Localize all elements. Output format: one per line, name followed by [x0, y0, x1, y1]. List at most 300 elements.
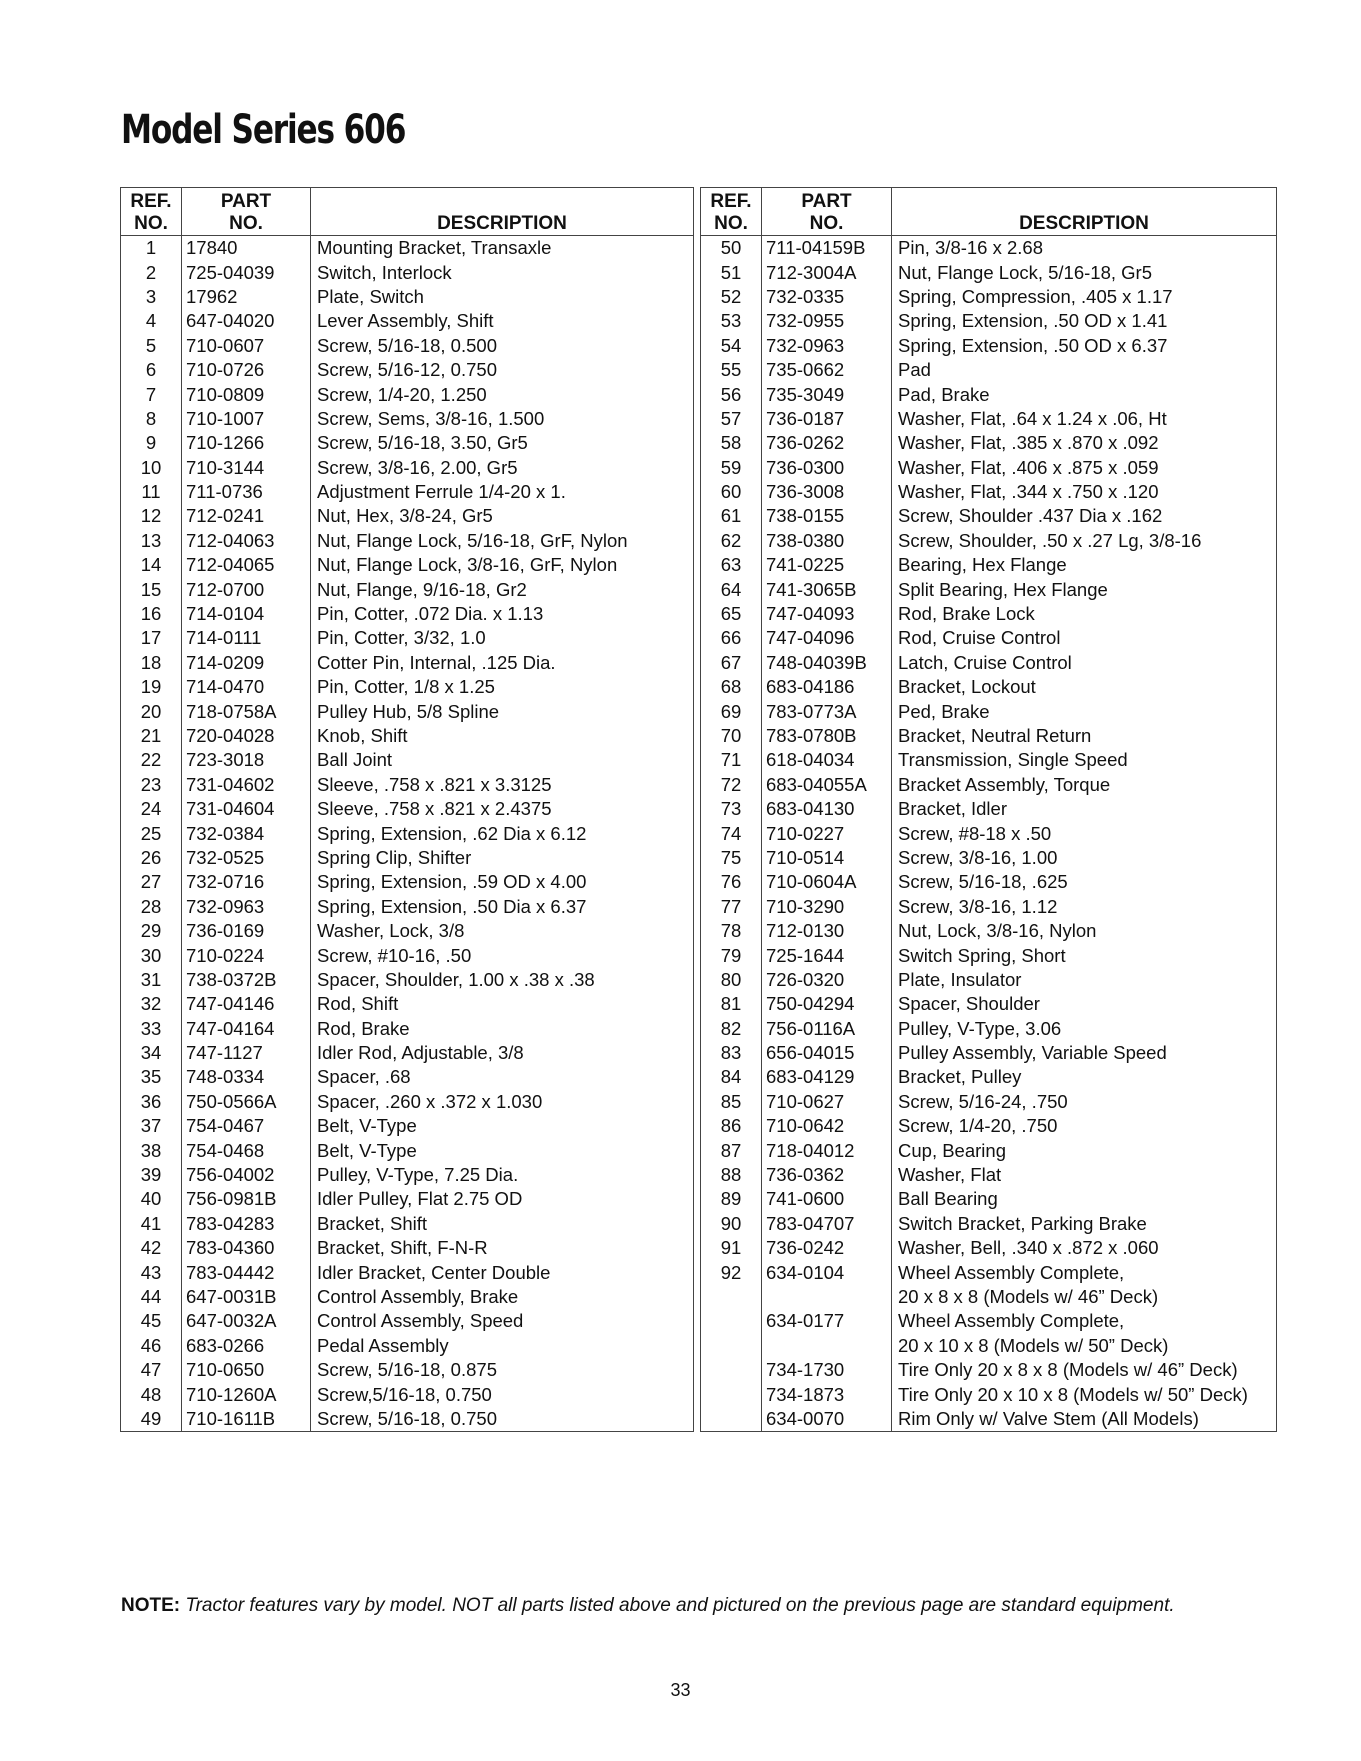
description-cell: Control Assembly, Brake [317, 1285, 519, 1307]
description-cell: Screw, Shoulder .437 Dia x .162 [898, 505, 1163, 527]
description-cell: Screw, 1/4-20, 1.250 [317, 383, 487, 405]
table-row [701, 748, 1277, 772]
description-cell: Screw, 3/8-16, 2.00, Gr5 [317, 456, 518, 478]
description-cell: Screw, #8-18 x .50 [898, 822, 1052, 844]
table-row [701, 821, 1277, 845]
ref-no-cell: 5 [121, 334, 182, 358]
part-no-cell: 731-04604 [182, 797, 311, 821]
part-no-cell: 683-0266 [182, 1334, 311, 1358]
description-cell: Bracket Assembly, Torque [898, 773, 1111, 795]
part-no-cell: 714-0111 [182, 626, 311, 650]
description-cell: Belt, V-Type [317, 1115, 417, 1137]
part-no-cell: 756-04002 [182, 1163, 311, 1187]
description-cell: Nut, Flange Lock, 5/16-18, GrF, Nylon [317, 529, 628, 551]
part-no-cell: 656-04015 [762, 1041, 892, 1065]
ref-no-cell: 77 [701, 895, 762, 919]
description-cell: Pulley, V-Type, 3.06 [898, 1017, 1062, 1039]
description-cell: Screw, #10-16, .50 [317, 944, 472, 966]
description-cell: Screw, 1/4-20, .750 [898, 1115, 1058, 1137]
part-no-header: PART NO. [762, 188, 892, 236]
table-row [701, 699, 1277, 723]
part-no-cell: 736-0242 [762, 1236, 892, 1260]
part-no-cell: 756-0981B [182, 1187, 311, 1211]
ref-no-cell: 87 [701, 1138, 762, 1162]
description-cell: Screw, 3/8-16, 1.12 [898, 895, 1058, 917]
ref-no-cell: 72 [701, 773, 762, 797]
table-row [701, 1407, 1277, 1432]
description-cell: Switch Bracket, Parking Brake [898, 1212, 1147, 1234]
description-cell: Spacer, .68 [317, 1066, 411, 1088]
description-cell: Rod, Brake [317, 1017, 410, 1039]
description-cell: Transmission, Single Speed [898, 749, 1128, 771]
description-cell: Screw, 3/8-16, 1.00 [898, 846, 1058, 868]
table-row [701, 943, 1277, 967]
ref-no-cell: 73 [701, 797, 762, 821]
ref-no-cell: 12 [121, 504, 182, 528]
ref-no-cell: 18 [121, 651, 182, 675]
table-row [701, 626, 1277, 650]
part-no-cell: 714-0104 [182, 602, 311, 626]
description-header: DESCRIPTION [892, 188, 1277, 236]
part-no-cell: 17840 [182, 236, 311, 261]
table-row [121, 992, 694, 1016]
ref-no-cell: 2 [121, 260, 182, 284]
ref-no-cell: 3 [121, 285, 182, 309]
ref-no-cell: 81 [701, 992, 762, 1016]
part-no-cell: 711-04159B [762, 236, 892, 261]
part-no-cell: 720-04028 [182, 724, 311, 748]
description-cell: Screw, 5/16-18, 0.500 [317, 334, 497, 356]
table-row [121, 1090, 694, 1114]
description-cell: Spring, Extension, .62 Dia x 6.12 [317, 822, 587, 844]
part-no-cell: 783-04283 [182, 1212, 311, 1236]
parts-table-left [120, 187, 694, 1432]
description-cell: Switch Spring, Short [898, 944, 1066, 966]
part-no-cell: 710-1266 [182, 431, 311, 455]
ref-no-cell: 65 [701, 602, 762, 626]
description-cell: Nut, Lock, 3/8-16, Nylon [898, 920, 1097, 942]
table-row [701, 1138, 1277, 1162]
ref-no-cell: 33 [121, 1017, 182, 1041]
table-row [121, 358, 694, 382]
description-cell: Ball Bearing [898, 1188, 998, 1210]
part-no-cell: 738-0155 [762, 504, 892, 528]
part-no-cell: 783-0773A [762, 699, 892, 723]
description-cell: Split Bearing, Hex Flange [898, 578, 1108, 600]
description-cell: Control Assembly, Speed [317, 1310, 524, 1332]
description-cell: Sleeve, .758 x .821 x 3.3125 [317, 773, 552, 795]
ref-no-cell: 21 [121, 724, 182, 748]
part-no-cell: 738-0380 [762, 529, 892, 553]
description-cell: Adjustment Ferrule 1/4-20 x 1. [317, 481, 566, 503]
table-row [701, 529, 1277, 553]
ref-no-cell: 46 [121, 1334, 182, 1358]
part-no-cell: 734-1730 [762, 1358, 892, 1382]
part-no-cell: 732-0525 [182, 846, 311, 870]
ref-no-cell: 88 [701, 1163, 762, 1187]
part-no-cell: 714-0209 [182, 651, 311, 675]
part-no-cell: 634-0104 [762, 1260, 892, 1284]
ref-no-cell: 90 [701, 1212, 762, 1236]
table-row [121, 1309, 694, 1333]
table-row [121, 504, 694, 528]
table-row [701, 456, 1277, 480]
part-no-cell: 712-0700 [182, 577, 311, 601]
part-no-cell: 725-04039 [182, 260, 311, 284]
part-no-cell: 783-0780B [762, 724, 892, 748]
description-cell: Nut, Flange Lock, 3/8-16, GrF, Nylon [317, 554, 618, 576]
table-row [701, 1065, 1277, 1089]
description-cell: Spacer, .260 x .372 x 1.030 [317, 1090, 543, 1112]
ref-no-cell: 45 [121, 1309, 182, 1333]
description-cell: Spring, Extension, .59 OD x 4.00 [317, 871, 587, 893]
part-no-cell: 710-0224 [182, 943, 311, 967]
description-cell: Latch, Cruise Control [898, 651, 1072, 673]
table-row [121, 773, 694, 797]
part-no-cell: 712-0130 [762, 919, 892, 943]
ref-no-cell: 64 [701, 577, 762, 601]
part-no-header: PART NO. [182, 188, 311, 236]
ref-no-cell: 20 [121, 699, 182, 723]
table-row [121, 1236, 694, 1260]
description-cell: Tire Only 20 x 10 x 8 (Models w/ 50” Deck) [898, 1383, 1248, 1405]
ref-no-cell: 14 [121, 553, 182, 577]
description-cell: Bracket, Idler [898, 798, 1007, 820]
table-row [701, 1382, 1277, 1406]
part-no-cell: 741-0225 [762, 553, 892, 577]
ref-no-cell: 10 [121, 456, 182, 480]
ref-no-cell: 63 [701, 553, 762, 577]
description-cell: Screw, 5/16-24, .750 [898, 1090, 1068, 1112]
parts-table-right-body [701, 236, 1277, 1432]
description-cell: Idler Bracket, Center Double [317, 1261, 551, 1283]
ref-no-cell: 9 [121, 431, 182, 455]
description-cell: Washer, Flat, .385 x .870 x .092 [898, 432, 1159, 454]
part-no-cell: 736-0362 [762, 1163, 892, 1187]
description-cell: Pulley, V-Type, 7.25 Dia. [317, 1164, 519, 1186]
description-cell: Knob, Shift [317, 725, 408, 746]
table-row [121, 651, 694, 675]
parts-table-right [700, 187, 1277, 1432]
ref-no-cell [701, 1285, 762, 1309]
part-no-cell: 618-04034 [762, 748, 892, 772]
ref-no-cell: 57 [701, 407, 762, 431]
description-cell: Idler Rod, Adjustable, 3/8 [317, 1042, 524, 1064]
ref-no-cell [701, 1382, 762, 1406]
part-no-cell: 783-04442 [182, 1260, 311, 1284]
description-cell: Ped, Brake [898, 700, 990, 722]
ref-no-cell [701, 1334, 762, 1358]
description-cell: Pin, Cotter, 3/32, 1.0 [317, 627, 486, 649]
ref-no-cell: 86 [701, 1114, 762, 1138]
description-cell: Spring, Extension, .50 Dia x 6.37 [317, 895, 587, 917]
part-no-cell: 683-04130 [762, 797, 892, 821]
table-row [121, 797, 694, 821]
part-no-cell: 683-04186 [762, 675, 892, 699]
table-row [121, 626, 694, 650]
parts-table-left-body [121, 236, 694, 1432]
part-no-cell: 710-0650 [182, 1358, 311, 1382]
description-cell: Screw, 5/16-18, 0.750 [317, 1407, 497, 1429]
table-row [121, 870, 694, 894]
ref-no-cell: 75 [701, 846, 762, 870]
description-cell: Washer, Lock, 3/8 [317, 920, 465, 942]
table-row [701, 919, 1277, 943]
ref-no-cell: 55 [701, 358, 762, 382]
table-row [701, 431, 1277, 455]
description-cell: Rod, Brake Lock [898, 603, 1035, 625]
table-row [121, 382, 694, 406]
ref-no-cell: 68 [701, 675, 762, 699]
ref-no-cell: 1 [121, 236, 182, 261]
description-cell: Screw, Sems, 3/8-16, 1.500 [317, 407, 545, 429]
table-row [121, 577, 694, 601]
ref-no-cell: 11 [121, 480, 182, 504]
table-row [121, 821, 694, 845]
part-no-cell: 732-0335 [762, 285, 892, 309]
ref-no-cell: 56 [701, 382, 762, 406]
part-no-cell: 732-0716 [182, 870, 311, 894]
description-cell: Spacer, Shoulder, 1.00 x .38 x .38 [317, 968, 595, 990]
part-no-cell: 17962 [182, 285, 311, 309]
part-no-cell: 783-04707 [762, 1212, 892, 1236]
ref-no-cell: 7 [121, 382, 182, 406]
table-row [701, 1309, 1277, 1333]
part-no-cell: 714-0470 [182, 675, 311, 699]
part-no-cell: 741-0600 [762, 1187, 892, 1211]
table-row [121, 1358, 694, 1382]
ref-no-cell: 58 [701, 431, 762, 455]
ref-no-cell: 49 [121, 1407, 182, 1432]
table-row [121, 1065, 694, 1089]
ref-no-cell: 67 [701, 651, 762, 675]
part-no-cell: 783-04360 [182, 1236, 311, 1260]
part-no-cell: 647-04020 [182, 309, 311, 333]
table-row [701, 992, 1277, 1016]
ref-no-cell: 54 [701, 334, 762, 358]
ref-no-cell: 43 [121, 1260, 182, 1284]
description-cell: Rim Only w/ Valve Stem (All Models) [898, 1407, 1199, 1429]
description-cell: Belt, V-Type [317, 1139, 417, 1161]
description-cell: Sleeve, .758 x .821 x 2.4375 [317, 798, 552, 820]
part-no-cell: 741-3065B [762, 577, 892, 601]
ref-no-cell: 53 [701, 309, 762, 333]
part-no-cell: 683-04129 [762, 1065, 892, 1089]
part-no-cell: 738-0372B [182, 968, 311, 992]
table-row [701, 797, 1277, 821]
part-no-cell [762, 1285, 892, 1309]
table-row [121, 895, 694, 919]
table-row [701, 553, 1277, 577]
part-no-cell: 736-0187 [762, 407, 892, 431]
description-cell: Lever Assembly, Shift [317, 310, 494, 332]
table-row [121, 1187, 694, 1211]
description-cell: Cotter Pin, Internal, .125 Dia. [317, 651, 556, 673]
ref-no-cell: 35 [121, 1065, 182, 1089]
ref-no-cell: 79 [701, 943, 762, 967]
description-cell: Idler Pulley, Flat 2.75 OD [317, 1188, 523, 1210]
table-row [121, 480, 694, 504]
table-row [121, 1334, 694, 1358]
ref-no-cell [701, 1407, 762, 1432]
ref-no-cell: 80 [701, 968, 762, 992]
ref-no-cell: 60 [701, 480, 762, 504]
description-cell: Cup, Bearing [898, 1139, 1006, 1161]
table-row [121, 285, 694, 309]
description-cell: Bearing, Hex Flange [898, 554, 1067, 576]
part-no-cell: 754-0468 [182, 1138, 311, 1162]
table-row [121, 1382, 694, 1406]
ref-no-cell: 4 [121, 309, 182, 333]
description-cell: Spring, Extension, .50 OD x 1.41 [898, 310, 1168, 332]
table-row [121, 1260, 694, 1284]
part-no-cell: 710-0227 [762, 821, 892, 845]
note-label: NOTE: [121, 1595, 181, 1616]
ref-no-cell: 36 [121, 1090, 182, 1114]
ref-no-cell: 22 [121, 748, 182, 772]
ref-no-header: REF. NO. [701, 188, 762, 236]
part-no-cell: 710-0726 [182, 358, 311, 382]
ref-no-cell: 83 [701, 1041, 762, 1065]
table-row [701, 407, 1277, 431]
table-row [121, 675, 694, 699]
description-cell: Nut, Flange Lock, 5/16-18, Gr5 [898, 261, 1152, 283]
description-cell: Pulley Hub, 5/8 Spline [317, 700, 500, 722]
part-no-cell: 735-3049 [762, 382, 892, 406]
ref-no-cell: 59 [701, 456, 762, 480]
table-row [121, 1285, 694, 1309]
table-row [121, 1212, 694, 1236]
part-no-cell: 747-04146 [182, 992, 311, 1016]
part-no-cell: 736-0300 [762, 456, 892, 480]
table-row [121, 260, 694, 284]
description-cell: Pad [898, 359, 931, 381]
ref-no-cell: 37 [121, 1114, 182, 1138]
description-cell: Pedal Assembly [317, 1334, 449, 1356]
part-no-cell: 747-04096 [762, 626, 892, 650]
description-cell: Pin, 3/8-16 x 2.68 [898, 237, 1044, 259]
description-cell: Washer, Flat, .64 x 1.24 x .06, Ht [898, 407, 1167, 429]
table-row [701, 382, 1277, 406]
part-no-cell: 710-0642 [762, 1114, 892, 1138]
table-row [701, 1187, 1277, 1211]
description-cell: Switch, Interlock [317, 261, 452, 283]
ref-no-cell: 34 [121, 1041, 182, 1065]
ref-no-cell: 91 [701, 1236, 762, 1260]
part-no-cell: 710-0604A [762, 870, 892, 894]
part-no-cell: 732-0963 [182, 895, 311, 919]
table-row [701, 1358, 1277, 1382]
page-number: 33 [670, 1680, 691, 1700]
description-cell: Mounting Bracket, Transaxle [317, 237, 552, 259]
ref-no-cell: 89 [701, 1187, 762, 1211]
table-row [701, 1285, 1277, 1309]
description-cell: Tire Only 20 x 8 x 8 (Models w/ 46” Deck) [898, 1359, 1238, 1381]
ref-no-cell: 74 [701, 821, 762, 845]
description-cell: Bracket, Shift [317, 1212, 428, 1234]
table-row [121, 846, 694, 870]
ref-no-cell: 50 [701, 236, 762, 261]
description-cell: Screw, 5/16-12, 0.750 [317, 359, 497, 381]
table-row [121, 968, 694, 992]
table-row [701, 358, 1277, 382]
description-cell: Spacer, Shoulder [898, 993, 1040, 1015]
part-no-cell [762, 1334, 892, 1358]
table-row [121, 1163, 694, 1187]
table-row [701, 309, 1277, 333]
ref-no-cell: 76 [701, 870, 762, 894]
table-row [121, 456, 694, 480]
part-no-cell: 712-04065 [182, 553, 311, 577]
part-no-cell: 723-3018 [182, 748, 311, 772]
part-no-cell: 732-0384 [182, 821, 311, 845]
ref-no-cell: 24 [121, 797, 182, 821]
table-row [121, 529, 694, 553]
description-cell: Wheel Assembly Complete, [898, 1261, 1125, 1283]
ref-no-cell: 84 [701, 1065, 762, 1089]
ref-no-cell: 19 [121, 675, 182, 699]
table-row [701, 236, 1277, 261]
description-cell: Washer, Flat, .406 x .875 x .059 [898, 456, 1159, 478]
ref-no-cell: 16 [121, 602, 182, 626]
table-row [121, 431, 694, 455]
table-row [121, 1017, 694, 1041]
ref-no-cell: 71 [701, 748, 762, 772]
table-row [701, 651, 1277, 675]
ref-no-cell: 62 [701, 529, 762, 553]
note-text: Tractor features vary by model. NOT all parts listed above and pictured on the previous page are standard equipment. [185, 1595, 1175, 1616]
description-cell: Bracket, Neutral Return [898, 725, 1092, 746]
ref-no-cell: 48 [121, 1382, 182, 1406]
ref-no-cell: 39 [121, 1163, 182, 1187]
table-row [701, 675, 1277, 699]
table-row [701, 260, 1277, 284]
description-cell: Bracket, Shift, F-N-R [317, 1237, 488, 1259]
part-no-cell: 710-0809 [182, 382, 311, 406]
description-cell: Pin, Cotter, .072 Dia. x 1.13 [317, 603, 544, 625]
ref-no-cell: 42 [121, 1236, 182, 1260]
ref-no-cell: 23 [121, 773, 182, 797]
part-no-cell: 710-3144 [182, 456, 311, 480]
ref-no-cell: 31 [121, 968, 182, 992]
ref-no-cell: 61 [701, 504, 762, 528]
table-row [121, 1407, 694, 1432]
table-row [701, 1090, 1277, 1114]
table-row [121, 334, 694, 358]
ref-no-cell: 69 [701, 699, 762, 723]
description-cell: Nut, Hex, 3/8-24, Gr5 [317, 505, 493, 527]
part-no-cell: 712-04063 [182, 529, 311, 553]
ref-no-cell: 52 [701, 285, 762, 309]
part-no-cell: 647-0031B [182, 1285, 311, 1309]
part-no-cell: 647-0032A [182, 1309, 311, 1333]
table-row [701, 724, 1277, 748]
table-row [701, 1114, 1277, 1138]
part-no-cell: 747-04164 [182, 1017, 311, 1041]
description-cell: Bracket, Lockout [898, 676, 1036, 698]
ref-no-cell: 70 [701, 724, 762, 748]
part-no-cell: 710-1007 [182, 407, 311, 431]
part-no-cell: 756-0116A [762, 1017, 892, 1041]
part-no-cell: 747-04093 [762, 602, 892, 626]
part-no-cell: 748-04039B [762, 651, 892, 675]
table-row [701, 870, 1277, 894]
ref-no-header: REF. NO. [121, 188, 182, 236]
description-cell: Screw, 5/16-18, 0.875 [317, 1359, 497, 1381]
table-header-row [701, 188, 1277, 236]
table-row [121, 1114, 694, 1138]
table-row [701, 895, 1277, 919]
